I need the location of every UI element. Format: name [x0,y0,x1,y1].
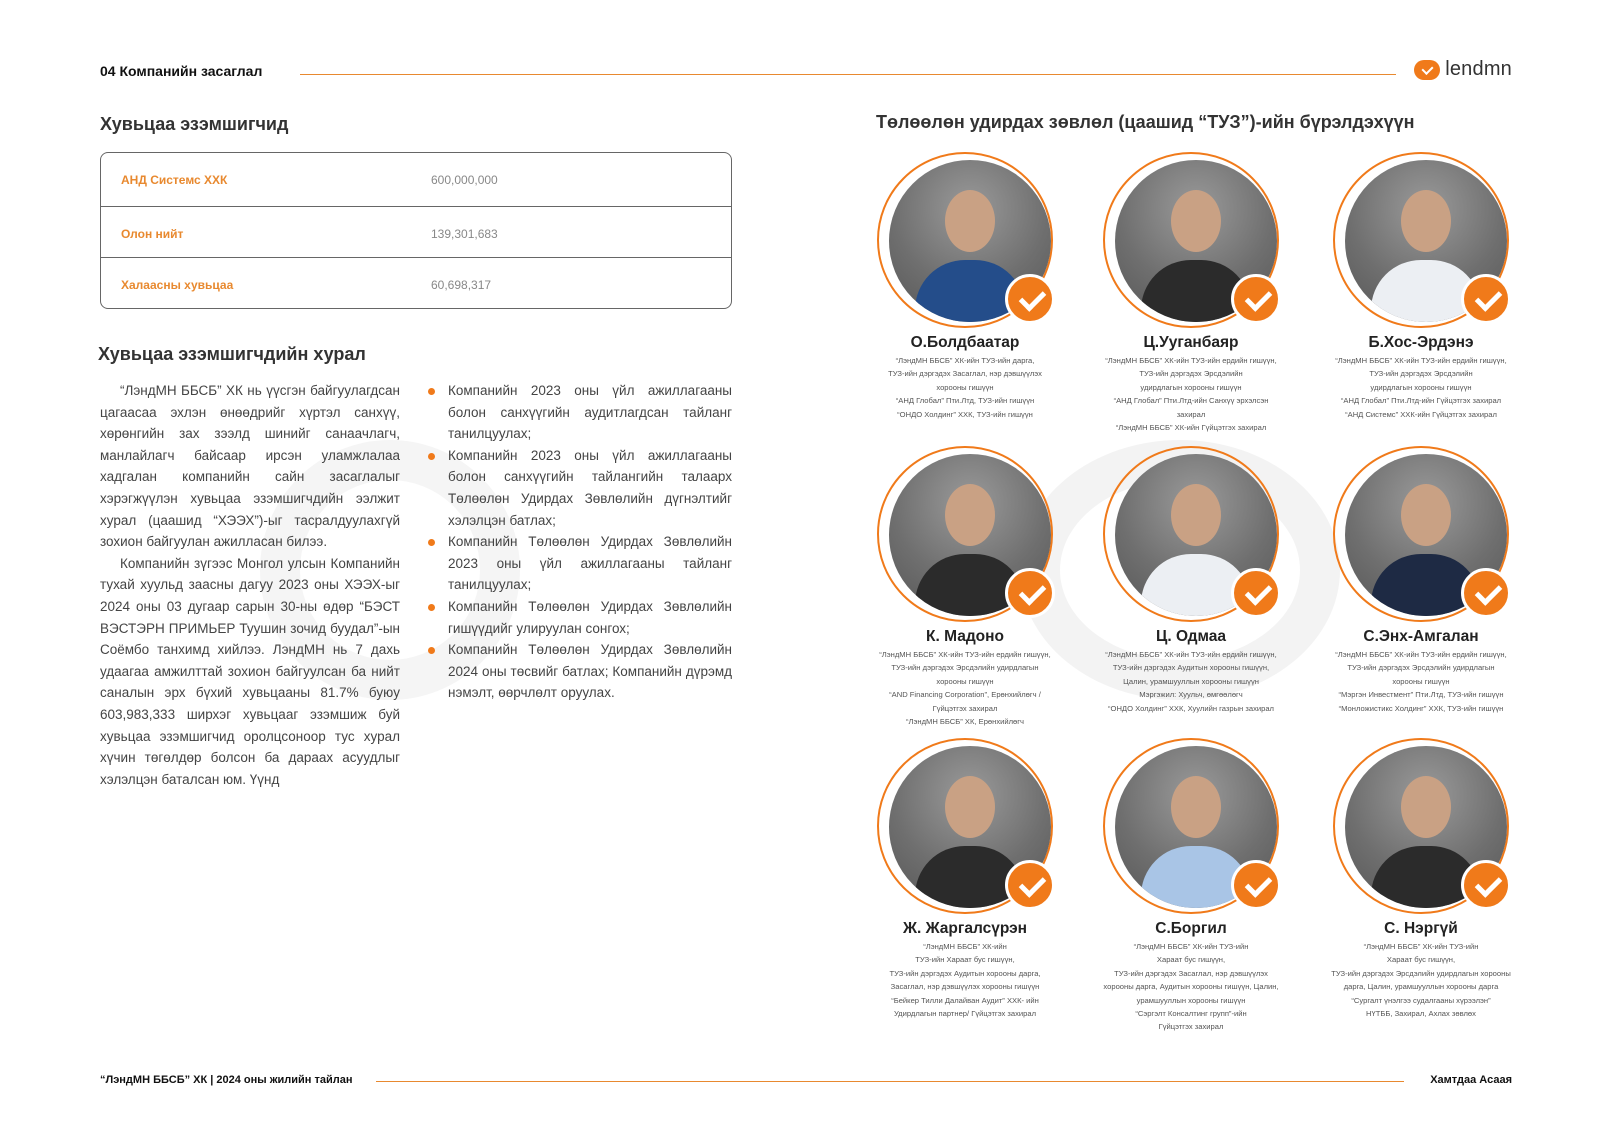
role-line: Гүйцэтгэх захирал [1158,1022,1224,1032]
member-name: О.Болдбаатар [910,334,1020,351]
list-item [428,380,732,445]
role-line: “АНД Системс” ХХК-ийн Гүйцэтгэх захирал [1345,409,1497,419]
member-role [1306,940,1536,1020]
member-name: Б.Хос-Эрдэнэ [1368,334,1474,351]
table-row [101,206,731,258]
role-line: “ЛэндМН ББСБ” ХК-ийн [923,942,1007,951]
role-line: ТУЗ-ийн дэргэдэх Эрсдэлийн [1139,369,1243,379]
agenda-text: Компанийн Төлөөлөн Удирдах Зөвлөлийн гишүүдийг улируулан сонгох; [448,598,732,636]
bullet-dot-icon [428,647,435,654]
role-line: удирдлагын хорооны гишүүн [1370,382,1472,392]
role-line: “ЛэндМН ББСБ” ХК-ийн ТУЗ-ийн ердийн гишүүн, [879,650,1051,659]
member-role [1076,940,1306,1034]
portrait-frame [1103,446,1279,622]
member-role [850,648,1080,728]
role-line: ТУЗ-ийн дэргэдэх Аудитын хорооны дарга, [889,968,1041,978]
agenda-text: Компанийн 2023 оны үйл ажиллагааны болон санхүүгийн аудитлагдсан тайланг танилцуулах; [448,383,732,442]
role-line: удирдлагын хорооны гишүүн [1140,382,1242,392]
role-line: хорооны гишүүн [1392,676,1450,686]
role-line: Цалин, урамшууллын хорооны гишүүн [1123,676,1259,686]
paragraph: Компанийн зүгээс Монгол улсын Компанийн тухай хуульд заасны дагуу 2023 оны ХЭЭХ-ыг 2024 оны 03 дугаар сарын 30-ны өдөр “БЭСТ ВЭСТЭРН ПРИМЬЕР Туушин зочид буудал”-ын Соёмбо танхимд хийлээ. ЛэндМН нь 7 дахь удаагаа амжилттай зохион байгуулсан ба нийт саналын эрх бүхий хувьцааны 81.7% буюу 603,983,333 ширхэг хувьцааг эзэмшиж буй хувьцаа эзэмшигчид оролцсоноор тус хурал хүчин төгөлдөр болсон ба дараах асуудлыг хэлэлцэн баталсан юм. Үүнд [100,555,400,787]
board-member [850,738,1080,1020]
role-line: “Бейкер Тилли Далайван Аудит” ХХК- ийн [891,995,1039,1005]
role-line: ТУЗ-ийн дэргэдэх Аудитын хорооны гишүүн, [1112,663,1270,673]
shareholder-shares: 600,000,000 [431,173,498,187]
role-line: ТУЗ-ийн дэргэдэх Эрсдэлийн удирдлагын хорооны [1331,968,1511,978]
role-line: хорооны дарга, Аудитын хорооны гишүүн, Цалин, [1103,982,1279,992]
role-line: “Монложистикс Холдинг” ХХК, ТУЗ-ийн гишүүн [1338,703,1504,713]
role-line: “ЛэндМН ББСБ” ХК-ийн ТУЗ-ийн [1133,942,1249,951]
table-row [101,257,731,309]
list-item [428,531,732,596]
bullet-dot-icon [428,539,435,546]
list-item [428,445,732,531]
portrait-frame [1333,738,1509,914]
role-line: “ЛэндМН ББСБ” ХК-ийн ТУЗ-ийн дарга, [895,356,1035,365]
role-line: хорооны гишүүн [936,382,994,392]
member-role [850,940,1080,1020]
shareholder-shares: 139,301,683 [431,227,498,241]
role-line: “Мэргэн Инвестмент” Пти.Лтд, ТУЗ-ийн гишүүн [1338,690,1504,700]
role-line: ТУЗ-ийн дэргэдэх Эрсдэлийн [1369,369,1473,379]
check-badge-icon [1231,274,1281,324]
bullet-dot-icon [428,453,435,460]
board-member [1306,446,1536,715]
role-line: НҮТББ, Захирал, Ахлах зөвлөх [1366,1009,1476,1019]
slogan: Хамтдаа Асаая [1430,1074,1512,1086]
role-line: ТУЗ-ийн дэргэдэх Засаглал, нэр дэвшүүлэх [1114,968,1268,978]
role-line: “ОНДО Холдинг” ХХК, ТУЗ-ийн гишүүн [897,409,1033,419]
portrait-frame [1333,446,1509,622]
member-role [850,354,1080,421]
role-line: Засаглал, нэр дэвшүүлэх хорооны гишүүн [890,982,1040,992]
member-role [1306,648,1536,715]
lendmn-logo-icon [1414,60,1440,80]
agenda-text: Компанийн Төлөөлөн Удирдах Зөвлөлийн 2023 оны үйл ажиллагааны тайланг танилцуулах; [448,534,732,593]
board-title: Төлөөлөн удирдах зөвлөл (цаашид “ТУЗ”)-ийн бүрэлдэхүүн [876,112,1415,132]
role-line: “ЛэндМН ББСБ” ХК-ийн ТУЗ-ийн ердийн гишүүн, [1105,650,1277,659]
role-line: Мэргэжил: Хуульч, өмгөөлөгч [1139,690,1243,700]
logo-text: lendmn [1445,58,1512,80]
role-line: “ЛэндМН ББСБ” ХК-ийн ТУЗ-ийн ердийн гишүүн, [1335,650,1507,659]
bullet-dot-icon [428,388,435,395]
role-line: “Сургалт үнэлгээ судалгааны хүрээлэн” [1351,995,1491,1005]
bullet-dot-icon [428,604,435,611]
report-title: “ЛэндМН ББСБ” ХК | 2024 оны жилийн тайлан [100,1074,353,1086]
portrait-frame [877,738,1053,914]
role-line: урамшууллын хорооны гишүүн [1136,995,1246,1005]
member-role [1076,354,1306,434]
check-badge-icon [1461,274,1511,324]
role-line: Хараат бус гишүүн, [1386,955,1456,965]
role-line: “ЛэндМН ББСБ” ХК-ийн Гүйцэтгэх захирал [1115,423,1267,433]
check-badge-icon [1461,860,1511,910]
role-line: Гүйцэтгэх захирал [932,703,998,713]
section-title: 04 Компанийн засаглал [100,63,263,79]
lendmn-logo [1414,58,1512,81]
role-line: “АНД Глобал” Пти.Лтд-ийн Санхүү эрхэлсэн [1113,396,1269,406]
agenda-list [428,380,732,704]
check-badge-icon [1231,568,1281,618]
role-line: “ОНДО Холдинг” ХХК, Хуулийн газрын захирал [1108,703,1274,713]
shareholder-name: Олон нийт [121,227,184,241]
portrait-frame [1103,152,1279,328]
board-member [850,446,1080,728]
role-line: “ЛэндМН ББСБ” ХК-ийн ТУЗ-ийн ердийн гишүүн, [1335,356,1507,365]
role-line: “АНД Глобал” Пти.Лтд-ийн Гүйцэтгэх захирал [1340,396,1502,406]
check-badge-icon [1005,568,1055,618]
shareholder-name: АНД Системс ХХК [121,173,228,187]
member-name: К. Мадоно [926,628,1004,645]
member-role [1076,648,1306,715]
board-member [1306,738,1536,1020]
member-name: С.Боргил [1155,920,1227,937]
member-role [1306,354,1536,421]
agenda-text: Компанийн 2023 оны үйл ажиллагааны болон санхүүгийн тайлангийн талаарх Төлөөлөн Удирдах Зөвлөлийн дүгнэлтийг хэлэлцэн батлах; [448,447,732,528]
role-line: захирал [1176,409,1206,419]
role-line: “AND Financing Corporation”, Ерөнхийлөгч / [889,690,1041,700]
check-badge-icon [1461,568,1511,618]
board-member [1076,152,1306,434]
check-badge-icon [1231,860,1281,910]
check-badge-icon [1005,860,1055,910]
role-line: Удирдлагын партнер/ Гүйцэтгэх захирал [893,1009,1037,1019]
role-line: “ЛэндМН ББСБ” ХК-ийн ТУЗ-ийн ердийн гишүүн, [1105,356,1277,365]
member-name: Ц. Одмаа [1156,628,1226,645]
paragraph: “ЛэндМН ББСБ” ХК нь үүсгэн байгуулагдсан цагаасаа эхлэн өнөөдрийг хүртэл санхүү, хөрөнгийн зах зээлд шинийг санаачлагч, манлайлагч байсаар ирсэн уламжлалаа хадгалан компанийн сайн засаглалыг хэрэгжүүлэн хувьцаа эзэмшигчдийн ээлжит хурал (цаашид “ХЭЭХ”)-ыг тасралдуулахгүй зохион байгуулан ажилласан билээ. [100,383,400,550]
check-badge-icon [1005,274,1055,324]
portrait-frame [1333,152,1509,328]
role-line: “Сэргэлт Консалтинг групп”-ийн [1135,1009,1247,1019]
page-header [100,60,1512,84]
list-item [428,639,732,704]
role-line: “ЛэндМН ББСБ” ХК, Ерөнхийлөгч [906,717,1024,727]
shareholders-table [100,152,732,309]
role-line: Хараат бус гишүүн, [1156,955,1226,965]
footer-divider [376,1081,1404,1082]
page-footer [100,1074,1512,1090]
role-line: “ЛэндМН ББСБ” ХК-ийн ТУЗ-ийн [1363,942,1479,951]
shareholder-name: Халаасны хувьцаа [121,278,234,292]
role-line: ТУЗ-ийн дэргэдэх Эрсдэлийн удирдлагын [1347,663,1495,673]
list-item [428,596,732,639]
member-name: С.Энх-Амгалан [1363,628,1479,645]
role-line: дарга, Цалин, урамшууллын хорооны дарга [1343,982,1499,992]
board-member [850,152,1080,421]
portrait-frame [877,446,1053,622]
board-member [1076,446,1306,715]
shareholder-shares: 60,698,317 [431,278,492,292]
role-line: ТУЗ-ийн дэргэдэх Засаглал, нэр дэвшүүлэх [888,369,1042,379]
meeting-title: Хувьцаа эзэмшигчдийн хурал [98,344,366,364]
member-name: С. Нэргүй [1384,920,1458,937]
role-line: хорооны гишүүн [936,676,994,686]
member-name: Ж. Жаргалсүрэн [902,920,1028,937]
role-line: “АНД Глобал” Пти.Лтд, ТУЗ-ийн гишүүн [895,396,1035,406]
shareholders-title: Хувьцаа эзэмшигчид [100,114,289,134]
portrait-frame [877,152,1053,328]
member-name: Ц.Ууганбаяр [1143,334,1239,351]
header-divider [300,74,1396,75]
role-line: ТУЗ-ийн Хараат бус гишүүн, [915,955,1015,965]
agenda-text: Компанийн Төлөөлөн Удирдах Зөвлөлийн 2024 оны төсвийг батлах; Компанийн дүрэмд нэмэлт, өөрчлөлт оруулах. [448,642,732,701]
meeting-body [100,380,400,790]
table-row [101,153,731,205]
portrait-frame [1103,738,1279,914]
board-member [1306,152,1536,421]
role-line: ТУЗ-ийн дэргэдэх Эрсдэлийн удирдлагын [891,663,1039,673]
board-member [1076,738,1306,1034]
